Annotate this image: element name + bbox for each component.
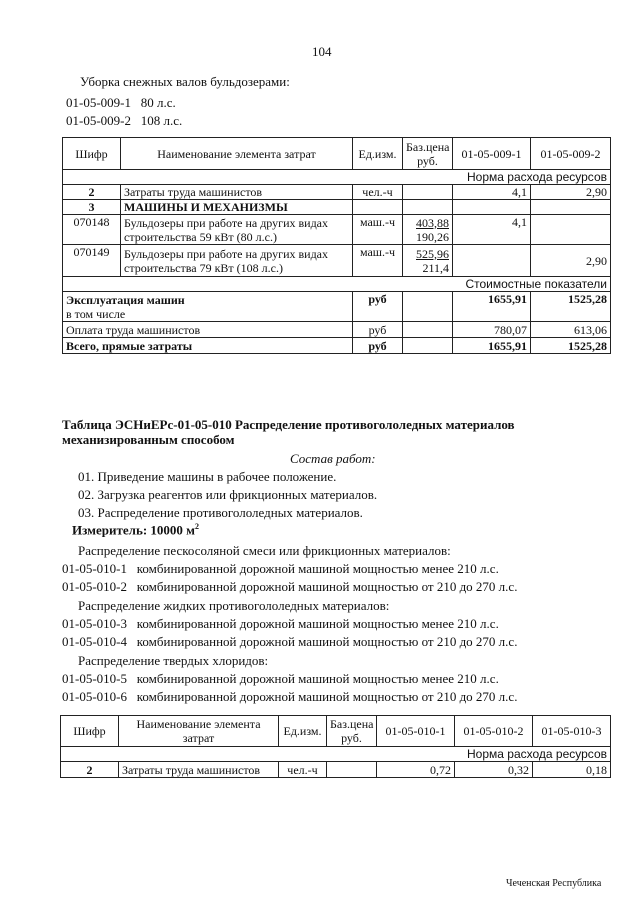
row-name: Затраты труда машинистов [121,185,353,200]
row-value-1: 780,07 [453,322,531,338]
cost-label-row [63,277,611,292]
row-value-1: 1655,91 [453,292,531,322]
row-unit: чел.-ч [353,185,403,200]
table-header-row [63,138,611,170]
row-name: Всего, прямые затраты [63,338,353,354]
row-name: Затраты труда машинистов [119,762,279,778]
row-price [403,215,453,245]
header-col2: 01-05-009-2 [531,138,611,170]
variant-text: 108 л.с. [140,113,183,128]
item-text: комбинированной дорожной машиной мощностью от 210 до 270 л.с. [136,634,518,649]
table-title: Таблица ЭСНиЕРс-01-05-010 Распределение противогололедных материалов [62,417,515,432]
row-value-1 [453,245,531,277]
variant-text: 80 л.с. [140,95,176,110]
row-unit: руб [353,338,403,354]
header-price-line: руб. [341,731,362,745]
row-value-3: 0,18 [533,762,611,778]
item-text: комбинированной дорожной машиной мощностью менее 210 л.с. [136,616,499,631]
item-code: 01-05-010-6 [62,689,127,704]
header-name: Наименование элемента затрат [121,138,353,170]
row-code: 3 [63,200,121,215]
norm-row [63,170,611,185]
norm-row [61,747,611,762]
header-col2: 01-05-010-2 [455,716,533,747]
row-value-2: 1525,28 [531,292,611,322]
row-code: 2 [61,762,119,778]
row-name [121,215,353,245]
cost-label: Стоимостные показатели [63,277,611,292]
cost-subname: в том числе [66,306,126,321]
header-name [119,716,279,747]
header-name-line: затрат [182,731,215,745]
item-text: комбинированной дорожной машиной мощностью менее 210 л.с. [136,671,499,686]
row-price [403,245,453,277]
list-item [62,671,499,687]
list-item [62,689,517,705]
row-name [63,292,353,322]
table-header-row [61,716,611,747]
table-title: механизированным способом [62,432,235,447]
table-row [63,338,611,354]
item-code: 01-05-010-2 [62,579,127,594]
list-item [62,634,517,650]
variant-code: 01-05-009-2 [66,113,131,128]
row-name-line: Бульдозеры при работе на других видах [124,215,329,230]
header-col1: 01-05-010-1 [377,716,455,747]
work-heading: Состав работ: [290,451,376,466]
footer-region: Чеченская Республика [506,878,602,889]
row-value-2: 2,90 [531,185,611,200]
item-code: 01-05-010-3 [62,616,127,631]
header-code: Шифр [63,138,121,170]
item-code: 01-05-010-4 [62,634,127,649]
row-price [403,185,453,200]
list-item [62,561,499,577]
header-price-line: Баз.цена [330,717,374,731]
row-unit: руб [353,322,403,338]
header-unit: Ед.изм. [353,138,403,170]
header-price [327,716,377,747]
list-item [62,616,499,632]
table-row [61,762,611,778]
row-unit: маш.-ч [353,245,403,277]
list-item [62,579,517,595]
work-step: 03. Распределение противогололедных материалов. [78,505,363,520]
header-col3: 01-05-010-3 [533,716,611,747]
section-heading: Уборка снежных валов бульдозерами: [80,74,290,89]
item-code: 01-05-010-1 [62,561,127,576]
price-main: 403,88 [416,215,449,230]
meter-sup: 2 [195,522,200,531]
row-value-2: 2,90 [531,245,611,277]
row-code: 070149 [63,245,121,277]
item-text: комбинированной дорожной машиной мощностью от 210 до 270 л.с. [136,689,518,704]
work-step: 01. Приведение машины в рабочее положение. [78,469,337,484]
row-unit: чел.-ч [279,762,327,778]
header-unit: Ед.изм. [279,716,327,747]
row-unit: маш.-ч [353,215,403,245]
row-value-2 [531,215,611,245]
row-unit: руб [353,292,403,322]
page-number: 104 [312,44,332,59]
resource-table-2 [60,715,611,778]
table-row [63,292,611,322]
norm-label: Норма расхода ресурсов [61,747,611,762]
variant-line [66,95,176,111]
group-title: Распределение пескосоляной смеси или фрикционных материалов: [78,543,451,558]
row-name-line: строительства 59 кВт (80 л.с.) [124,229,277,244]
table-row [63,215,611,245]
resource-table-1 [62,137,611,354]
item-text: комбинированной дорожной машиной мощностью от 210 до 270 л.с. [136,579,518,594]
row-name-line: строительства 79 кВт (108 л.с.) [124,260,283,275]
item-code: 01-05-010-5 [62,671,127,686]
price-wage: 211,4 [422,260,449,275]
header-name-line: Наименование элемента [136,717,261,731]
cost-name: Эксплуатация машин [66,292,185,307]
group-title: Распределение жидких противогололедных материалов: [78,598,390,613]
variant-code: 01-05-009-1 [66,95,131,110]
item-text: комбинированной дорожной машиной мощностью менее 210 л.с. [136,561,499,576]
row-name: Оплата труда машинистов [63,322,353,338]
row-name-line: Бульдозеры при работе на других видах [124,246,329,261]
header-price: Баз.цена руб. [403,138,453,170]
work-step: 02. Загрузка реагентов или фрикционных материалов. [78,487,378,502]
meter-label [72,522,199,538]
row-name [121,245,353,277]
table-row [63,185,611,200]
meter-text: Измеритель: 10000 м [72,522,196,538]
row-value-2: 613,06 [531,322,611,338]
price-main: 525,96 [416,246,449,261]
row-code: 2 [63,185,121,200]
variant-line [66,113,182,129]
row-value-2: 0,32 [455,762,533,778]
row-name: МАШИНЫ И МЕХАНИЗМЫ [121,200,353,215]
row-value-2: 1525,28 [531,338,611,354]
row-value-1: 4,1 [453,215,531,245]
group-title: Распределение твердых хлоридов: [78,653,269,668]
row-code: 070148 [63,215,121,245]
header-code: Шифр [61,716,119,747]
row-value-1: 4,1 [453,185,531,200]
header-col1: 01-05-009-1 [453,138,531,170]
row-price [327,762,377,778]
row-value-1: 1655,91 [453,338,531,354]
price-wage: 190,26 [416,229,449,244]
row-value-1: 0,72 [377,762,455,778]
norm-label: Норма расхода ресурсов [63,170,611,185]
table-row [63,322,611,338]
table-row [63,200,611,215]
table-row [63,245,611,277]
